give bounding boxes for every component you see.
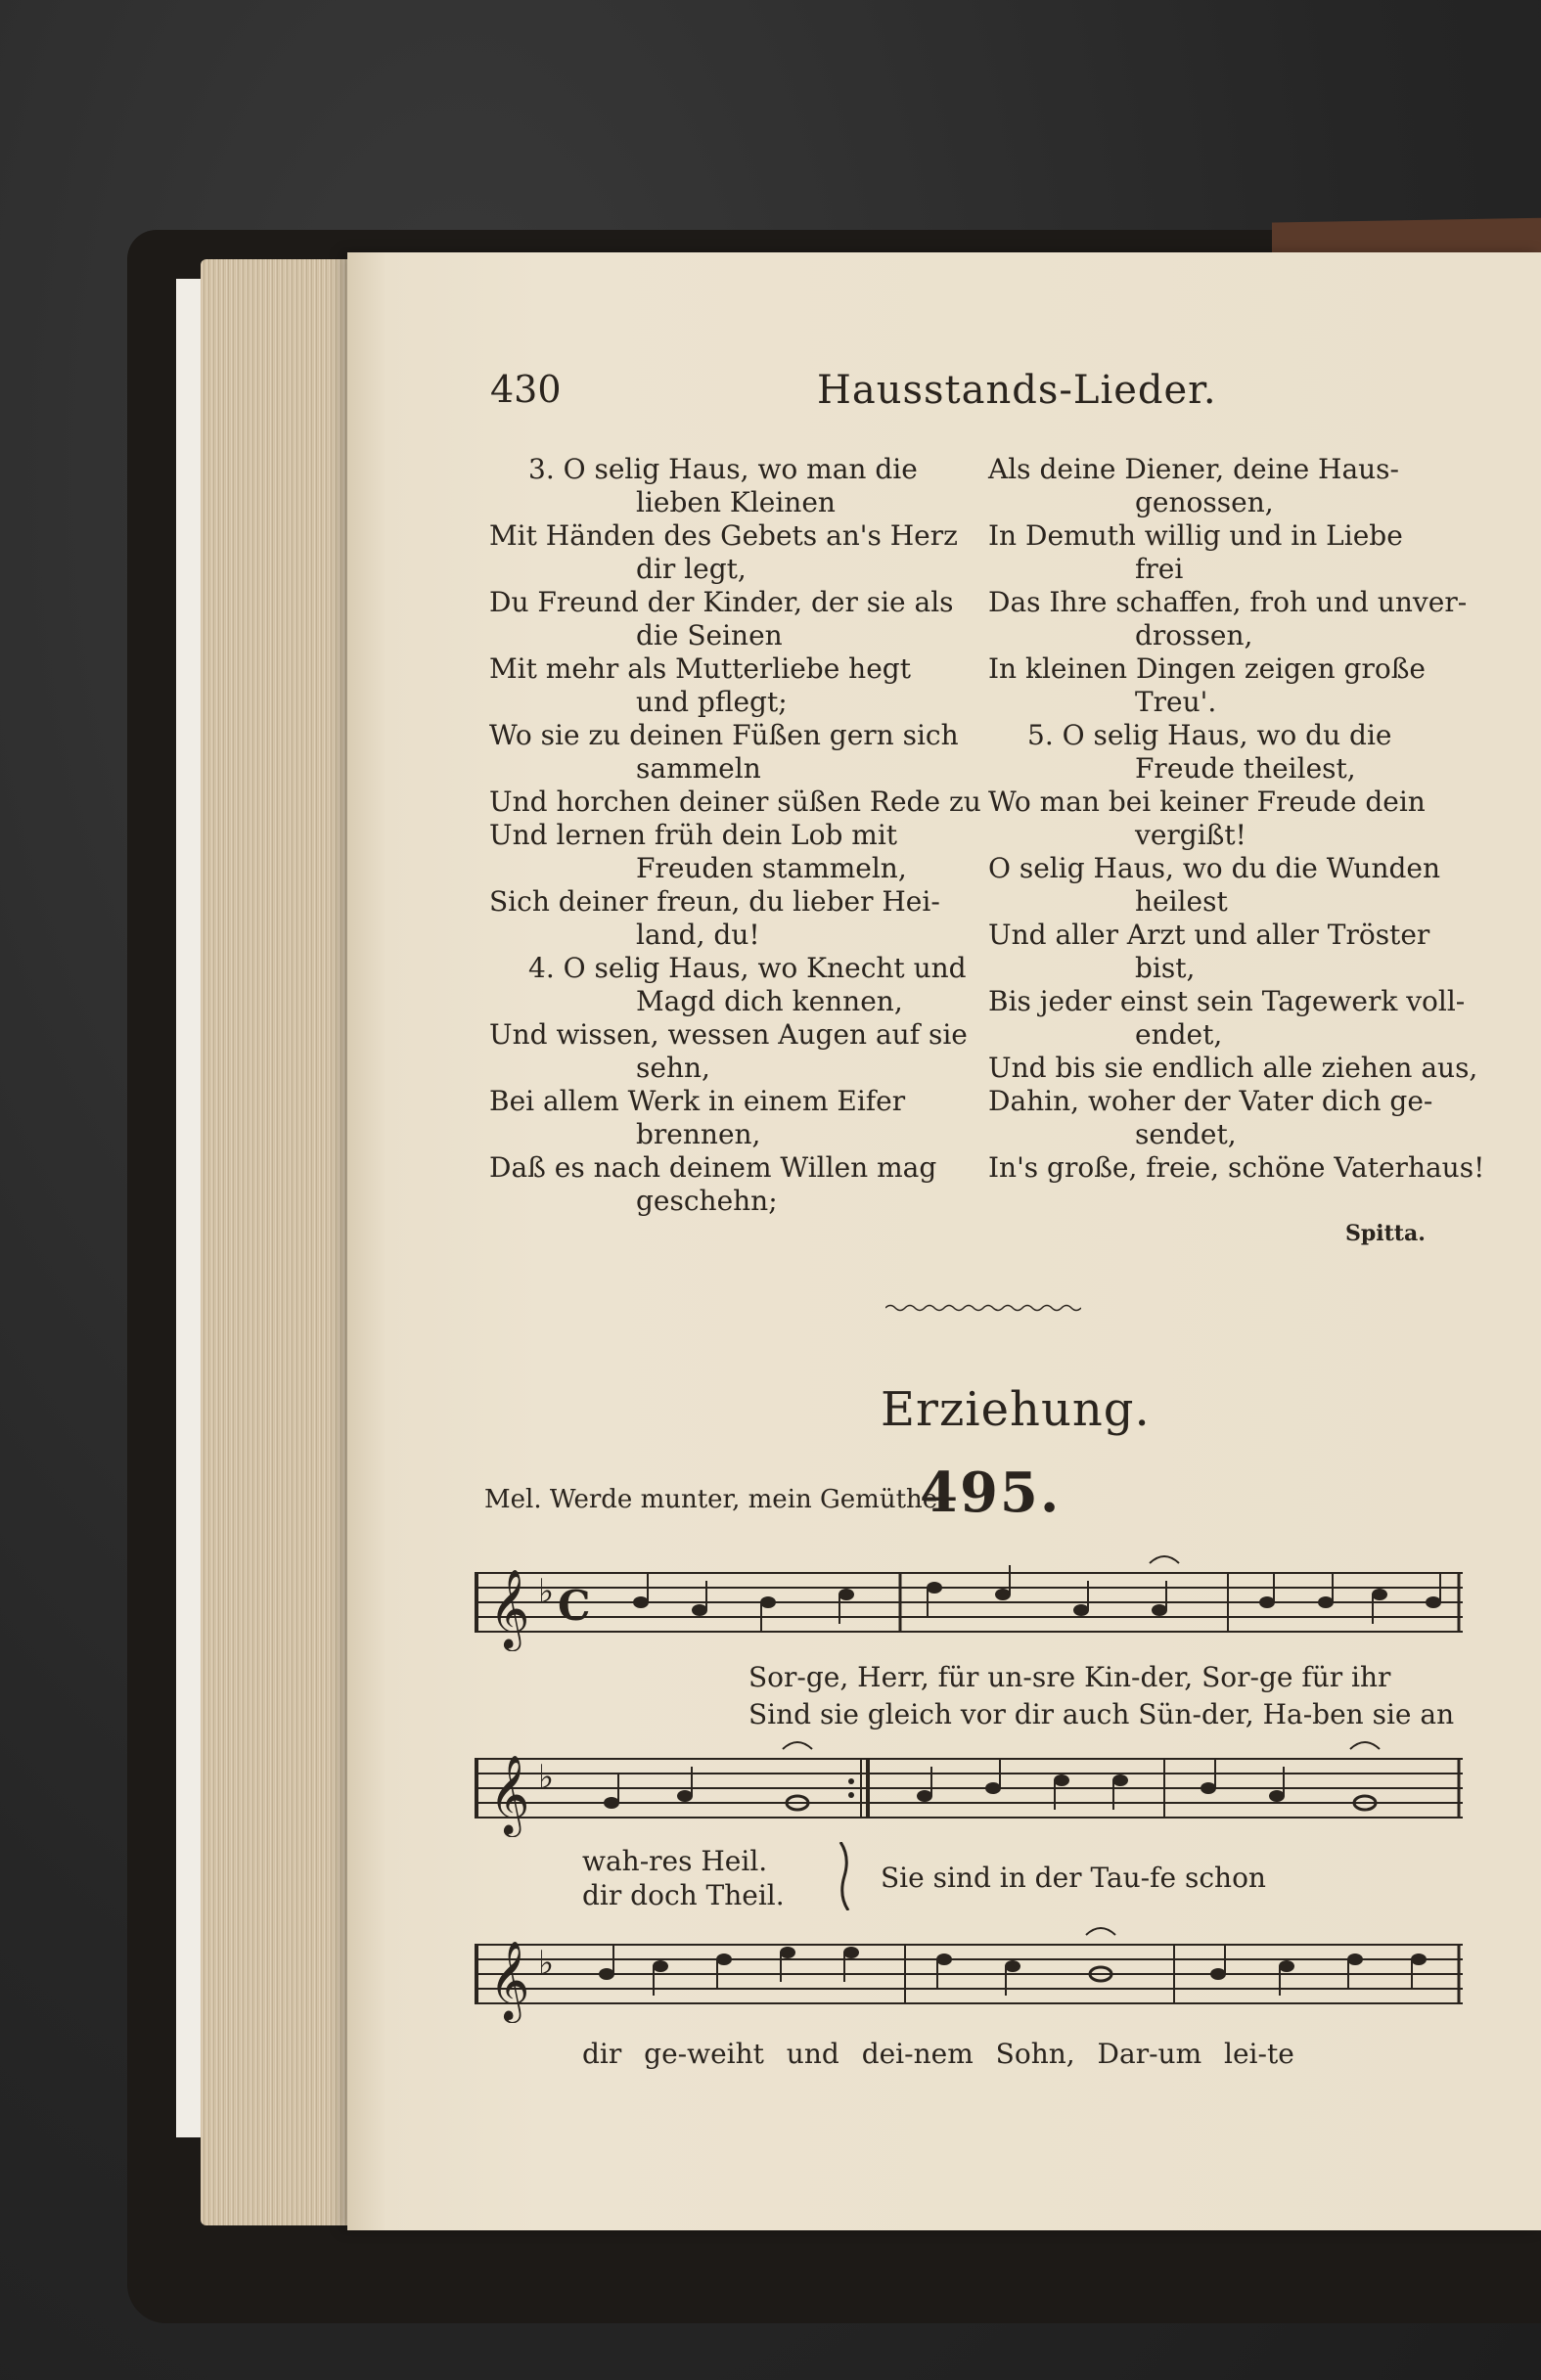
verse-line: vergißt! xyxy=(1135,819,1246,851)
verse-line: 3. O selig Haus, wo man die xyxy=(528,453,918,485)
treble-clef-icon: 𝄞 xyxy=(489,1940,530,2020)
verse-line: O selig Haus, wo du die Wunden xyxy=(988,852,1441,884)
treble-clef-icon: 𝄞 xyxy=(489,1568,530,1648)
common-time-icon: C xyxy=(558,1582,591,1630)
ornamental-divider xyxy=(885,1303,1081,1313)
flat-icon: ♭ xyxy=(538,1758,555,1797)
fermata-icon xyxy=(783,1742,812,1749)
lyrics-line: Sind sie gleich vor dir auch Sün-der, Ha-ben sie an xyxy=(748,1698,1455,1730)
verse-line: Wo man bei keiner Freude dein xyxy=(988,786,1426,818)
verse-line: Freuden stammeln, xyxy=(636,852,907,884)
fermata-icon xyxy=(1150,1556,1179,1563)
right-column xyxy=(988,453,1487,1185)
melody-reference: Mel. Werde munter, mein Gemüthe. xyxy=(484,1485,946,1514)
left-column xyxy=(489,453,981,1218)
verse-line: Daß es nach deinem Willen mag xyxy=(489,1151,937,1184)
verse-line: Bis jeder einst sein Tagewerk voll- xyxy=(988,985,1466,1017)
verse-line: 5. O selig Haus, wo du die xyxy=(1027,719,1392,751)
music-staff xyxy=(475,1553,1463,1651)
verse-line: Treu'. xyxy=(1135,686,1217,718)
music-staff xyxy=(475,1739,1463,1837)
verse-line: 4. O selig Haus, wo Knecht und xyxy=(528,952,967,984)
verse-line: Als deine Diener, deine Haus- xyxy=(988,453,1400,485)
notes xyxy=(633,1565,1441,1632)
verse-line: und pflegt; xyxy=(636,686,788,718)
verse-line: Und lernen früh dein Lob mit xyxy=(489,819,898,851)
verse-line: Dahin, woher der Vater dich ge- xyxy=(988,1085,1433,1117)
lyrics-line: dir ge-weiht und dei-nem Sohn, Dar-um lei-te xyxy=(582,2038,1294,2070)
fermata-icon xyxy=(1086,1928,1115,1935)
verse-line: heilest xyxy=(1135,885,1228,918)
lyrics-line: wah-res Heil. xyxy=(582,1845,768,1877)
verse-line: lieben Kleinen xyxy=(636,486,836,518)
verse-line: dir legt, xyxy=(636,553,747,585)
fermata-icon xyxy=(1350,1742,1380,1749)
page-edges xyxy=(201,259,357,2225)
verse-line: endet, xyxy=(1135,1018,1223,1051)
verse-line: Bei allem Werk in einem Eifer xyxy=(489,1085,906,1117)
verse-line: frei xyxy=(1135,553,1184,585)
verse-line: bist, xyxy=(1135,952,1196,984)
verse-line: Und horchen deiner süßen Rede zu xyxy=(489,786,981,818)
hymn-number: 495. xyxy=(920,1460,1062,1525)
verse-line: Und bis sie endlich alle ziehen aus, xyxy=(988,1052,1478,1084)
running-title: Hausstands-Lieder. xyxy=(817,368,1217,413)
author-signature: Spitta. xyxy=(1345,1221,1426,1246)
verse-line: In's große, freie, schöne Vaterhaus! xyxy=(988,1151,1485,1184)
music-staff xyxy=(475,1925,1463,2023)
flat-icon: ♭ xyxy=(538,1572,555,1611)
verse-line: Das Ihre schaffen, froh und unver- xyxy=(988,586,1468,618)
verse-line: die Seinen xyxy=(636,619,783,651)
lyrics-line: Sie sind in der Tau-fe schon xyxy=(881,1862,1266,1894)
verse-line: Und aller Arzt und aller Tröster xyxy=(988,919,1430,951)
verse-line: Freude theilest, xyxy=(1135,752,1356,785)
verse-line: geschehn; xyxy=(636,1185,778,1217)
lyrics-line: Sor-ge, Herr, für un-sre Kin-der, Sor-ge für ihr xyxy=(748,1661,1391,1693)
section-title: Erziehung. xyxy=(881,1382,1151,1437)
verse-line: Du Freund der Kinder, der sie als xyxy=(489,586,954,618)
verse-line: sehn, xyxy=(636,1052,710,1084)
verse-line: drossen, xyxy=(1135,619,1253,651)
page-number: 430 xyxy=(490,368,562,411)
repeat-bracket xyxy=(837,1842,856,1910)
verse-line: land, du! xyxy=(636,919,760,951)
verse-line: Magd dich kennen, xyxy=(636,985,903,1017)
verse-line: In kleinen Dingen zeigen große xyxy=(988,652,1426,685)
verse-line: Wo sie zu deinen Füßen gern sich xyxy=(489,719,959,751)
verse-line: Mit mehr als Mutterliebe hegt xyxy=(489,652,911,685)
treble-clef-icon: 𝄞 xyxy=(489,1754,530,1834)
flat-icon: ♭ xyxy=(538,1944,555,1983)
lyrics-line: dir doch Theil. xyxy=(582,1879,785,1911)
verse-line: Sich deiner freun, du lieber Hei- xyxy=(489,885,940,918)
verse-line: genossen, xyxy=(1135,486,1274,518)
book-page xyxy=(347,252,1541,2230)
verse-line: Mit Händen des Gebets an's Herz xyxy=(489,519,958,552)
verse-line: sendet, xyxy=(1135,1118,1237,1150)
verse-line: brennen, xyxy=(636,1118,761,1150)
verse-line: In Demuth willig und in Liebe xyxy=(988,519,1403,552)
verse-line: sammeln xyxy=(636,752,761,785)
endpaper xyxy=(176,279,201,2137)
verse-line: Und wissen, wessen Augen auf sie xyxy=(489,1018,968,1051)
